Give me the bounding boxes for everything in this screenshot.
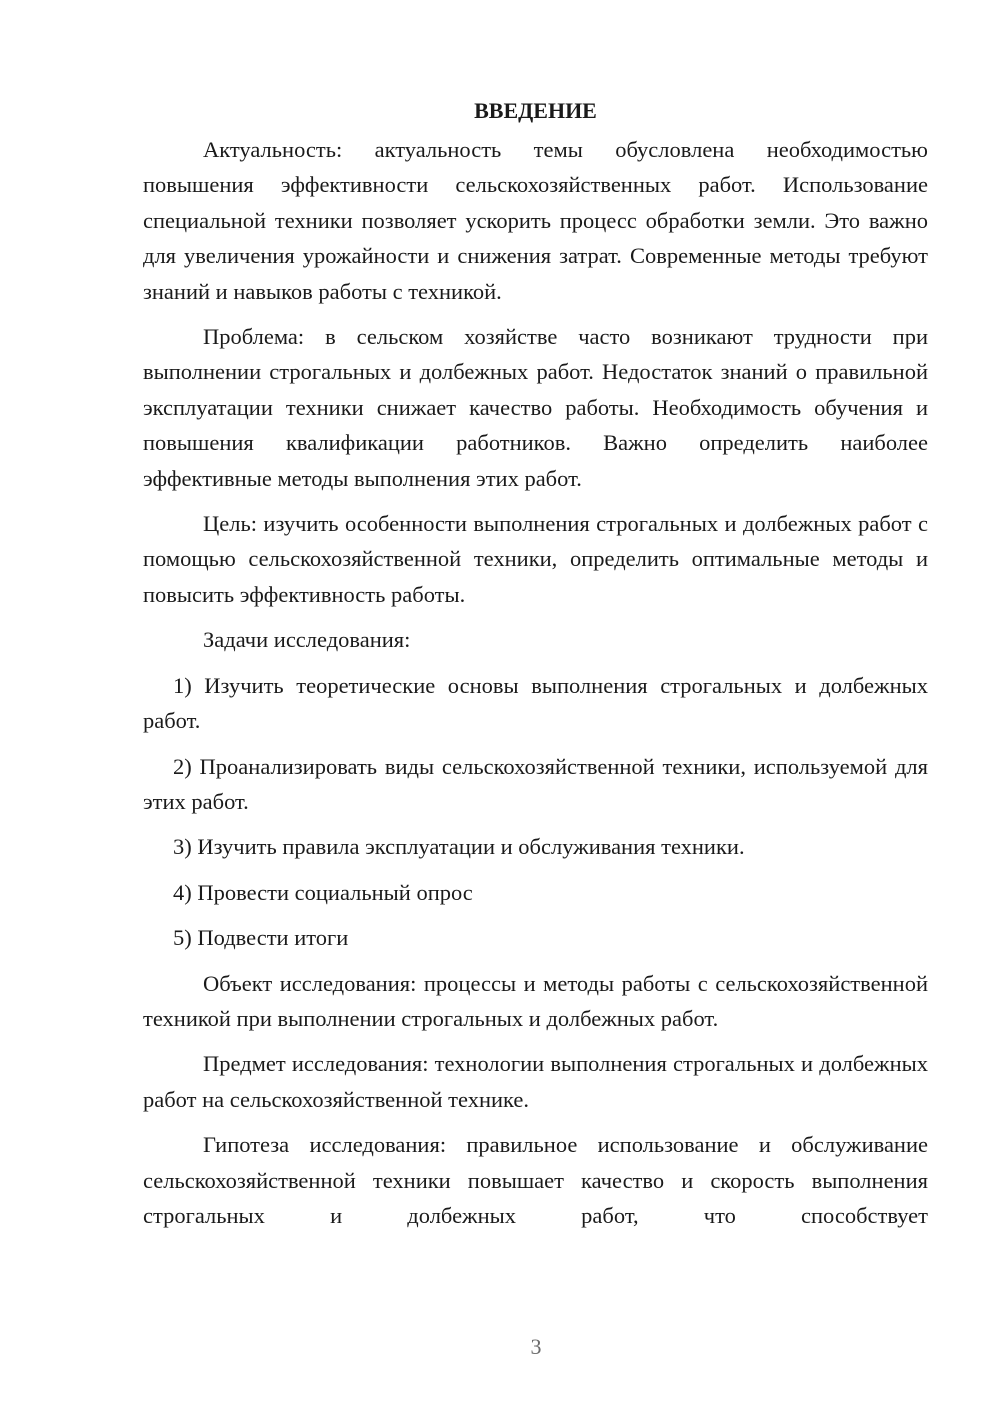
section-title: ВВЕДЕНИЕ	[474, 98, 597, 123]
paragraph-subject: Предмет исследования: технологии выполнения строгальных и долбежных работ на сельскохозяйственной технике.	[143, 1051, 928, 1112]
paragraph-object: Объект исследования: процессы и методы работы с сельскохозяйственной техникой при выполнении строгальных и долбежных работ.	[143, 970, 928, 1031]
document-body	[143, 96, 928, 1233]
paragraph-hypothesis: Гипотеза исследования: правильное использование и обслуживание сельскохозяйственной техники повышает качество и скорость выполнения строгальных и долбежных работ, что способствует	[143, 1132, 928, 1228]
paragraph-problem: Проблема: в сельском хозяйстве часто возникают трудности при выполнении строгальных и долбежных работ. Недостаток знаний о правильной эксплуатации техники снижает качество работы. Необходимость обучения и повышения квалификации работников. Важно определить наиболее эффективные методы выполнения этих работ.	[143, 324, 928, 491]
tasks-list	[143, 668, 928, 956]
list-item: 5) Подвести итоги	[173, 925, 349, 951]
paragraph-relevance: Актуальность: актуальность темы обусловлена необходимостью повышения эффективности сельскохозяйственных работ. Использование специальной техники позволяет ускорить процесс обработки земли. Это важно для увеличения урожайности и снижения затрат. Современные методы требуют знаний и навыков работы с техникой.	[143, 137, 928, 304]
paragraph-goal: Цель: изучить особенности выполнения строгальных и долбежных работ с помощью сельскохозяйственной техники, определить оптимальные методы и повысить эффективность работы.	[143, 511, 928, 607]
list-item: 1) Изучить теоретические основы выполнения строгальных и долбежных работ.	[143, 672, 928, 734]
list-item: 3) Изучить правила эксплуатации и обслуживания техники.	[173, 834, 745, 860]
list-item: 2) Проанализировать виды сельскохозяйственной техники, используемой для этих работ.	[143, 753, 928, 814]
page-number: 3	[530, 1334, 542, 1359]
tasks-heading: Задачи исследования:	[203, 627, 411, 653]
list-item: 4) Провести социальный опрос	[173, 879, 473, 905]
